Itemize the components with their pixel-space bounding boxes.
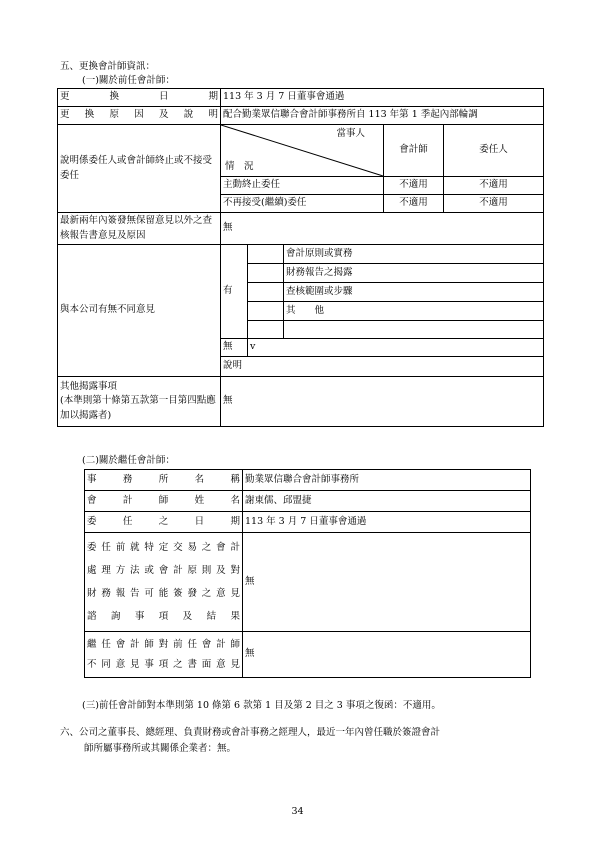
- item2-check: [248, 264, 284, 283]
- termination-label: 說明係委任人或會計師終止或不接受委任: [58, 125, 221, 213]
- disagreement-label: 與本公司有無不同意見: [58, 245, 221, 377]
- no-mark: v: [248, 339, 544, 357]
- yes-label: 有: [221, 245, 248, 339]
- item5-check: [248, 321, 284, 339]
- previous-accountant-table: [57, 88, 544, 427]
- col-accountant-header: 會計師: [384, 125, 444, 177]
- no-longer-accept-accountant: 不適用: [384, 195, 444, 213]
- party-situation-header: [221, 125, 384, 177]
- change-date-label: 更換日期: [58, 89, 221, 107]
- party-label: 當事人: [336, 128, 365, 139]
- item3-check: [248, 283, 284, 302]
- section-6-line1: 六、公司之董事長、總經理、負責財務或會計事務之經理人，最近一年內曾任職於簽證會計: [60, 727, 441, 738]
- other-disclosure-label: 其他揭露事項 (本準則第十條第五款第一目第四點應加以揭露者): [58, 377, 221, 427]
- written-opinion-label: 繼任會計師對前任會計師 不同意見事項之書面意見: [85, 632, 243, 678]
- item-financial-disclosure: 財務報告之揭露: [284, 264, 544, 283]
- no-label: 無: [221, 339, 248, 357]
- consultation-value: 無: [243, 533, 531, 632]
- change-date-value: 113 年 3 月 7 日董事會通過: [221, 89, 544, 107]
- opinion-label: 最新兩年內簽發無保留意見以外之查核報告書意見及原因: [58, 213, 221, 245]
- written-opinion-value: 無: [243, 632, 531, 678]
- subsection-2-heading: (二)關於繼任會計師：: [82, 455, 175, 466]
- item-other: 其 他: [284, 302, 544, 321]
- section-6-line2: 師所屬事務所或其關係企業者：無。: [84, 743, 237, 754]
- consultation-label: 委任前就特定交易之會計 處理方法或會計原則及對 財務報告可能簽發之意見 諮詢事項及結果: [85, 533, 243, 632]
- appointment-date-label: 委任之日期: [85, 512, 243, 533]
- col-client-header: 委任人: [444, 125, 544, 177]
- voluntary-termination-accountant: 不適用: [384, 177, 444, 195]
- voluntary-termination-label: 主動終止委任: [221, 177, 384, 195]
- firm-name-label: 事務所名稱: [85, 470, 243, 491]
- page-number: 34: [291, 806, 304, 817]
- accountant-names-value: 謝東儒、邱盟捷: [243, 491, 531, 512]
- voluntary-termination-client: 不適用: [444, 177, 544, 195]
- firm-name-value: 勤業眾信聯合會計師事務所: [243, 470, 531, 491]
- item-audit-scope: 查核範圍或步驟: [284, 283, 544, 302]
- no-longer-accept-label: 不再接受(繼續)委任: [221, 195, 384, 213]
- section-5-heading: 五、更換會計師資訊：: [60, 61, 156, 72]
- subsection-3-text: (三)前任會計師對本準則第 10 條第 6 款第 1 目及第 2 目之 3 事項之復函：不適用。: [82, 700, 441, 711]
- subsection-1-heading: (一)關於前任會計師：: [82, 75, 175, 86]
- item-accounting-principles: 會計原則或實務: [284, 245, 544, 264]
- accountant-names-label: 會計師姓名: [85, 491, 243, 512]
- situation-label: 情 況: [225, 160, 254, 172]
- change-reason-label: 更換原因及說明: [58, 107, 221, 125]
- other-disclosure-value: 無: [221, 377, 544, 427]
- opinion-value: 無: [221, 213, 544, 245]
- item-blank: [284, 321, 544, 339]
- explanation-label: 說明: [221, 357, 544, 377]
- item4-check: [248, 302, 284, 321]
- no-longer-accept-client: 不適用: [444, 195, 544, 213]
- successor-accountant-table: [84, 469, 531, 678]
- item1-check: [248, 245, 284, 264]
- appointment-date-value: 113 年 3 月 7 日董事會通過: [243, 512, 531, 533]
- change-reason-value: 配合勤業眾信聯合會計師事務所自 113 年第 1 季起內部輪調: [221, 107, 544, 125]
